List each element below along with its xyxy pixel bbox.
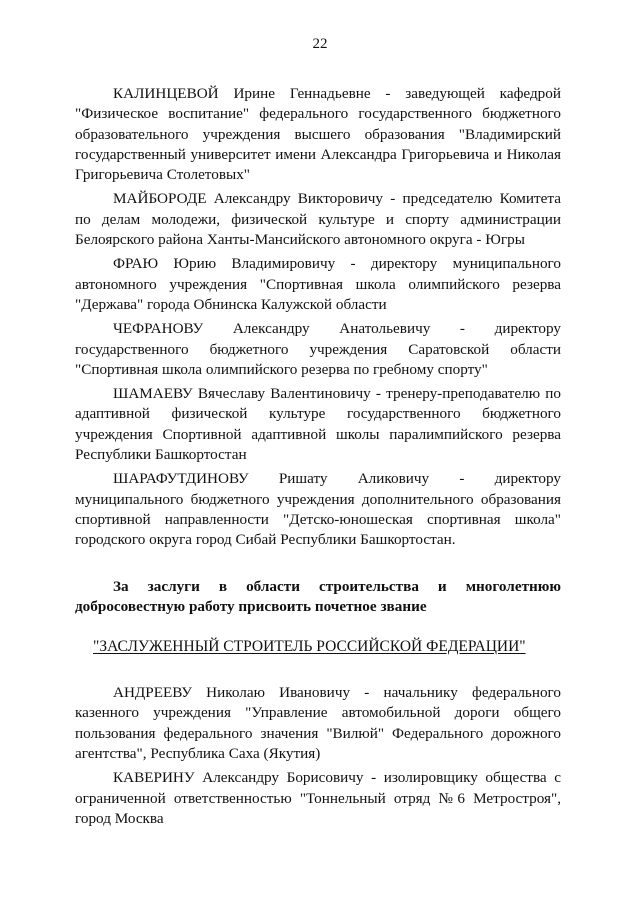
awardee-entry: АНДРЕЕВУ Николаю Ивановичу - начальнику федерального казенного учреждения "Управление автомобильной дороги общего пользования федерального значения "Вилюй" Федерального дорожного агентства", Республика Саха (Якутия) [75,684,565,763]
awardee-entry: КАВЕРИНУ Александру Борисовичу - изолировщику общества с ограниченной ответственностью "Тоннельный отряд №6 Метростроя", город Москва [75,769,565,827]
awardee-entry: ШАМАЕВУ Вячеславу Валентиновичу - тренеру-преподавателю по адаптивной физической культуре государственного бюджетного учреждения Спортивной адаптивной школы паралимпийского резерва Республики Башкортостан [75,385,565,464]
awardee-entry: КАЛИНЦЕВОЙ Ирине Геннадьевне - заведующей кафедрой "Физическое воспитание" федерального государственного бюджетного образовательного учреждения высшего образования "Владимирский государственный университет имени Александра Григорьевича и Николая Григорьевича Столетовых" [75,85,565,184]
awardee-entry: ФРАЮ Юрию Владимировичу - директору муниципального автономного учреждения "Спортивная школа олимпийского резерва "Держава" города Обнинска Калужской области [75,255,565,313]
awardee-list-top [75,84,565,551]
document-body [75,84,565,833]
awardee-entry: ШАРАФУТДИНОВУ Ришату Аликовичу - директору муниципального бюджетного учреждения дополнительного образования спортивной направленности "Детско-юношеская спортивная школа" городского округа город Сибай Республики Башкортостан. [75,470,565,549]
honorary-title: "ЗАСЛУЖЕННЫЙ СТРОИТЕЛЬ РОССИЙСКОЙ ФЕДЕРАЦИИ" [93,638,526,656]
decree-statement: За заслуги в области строительства и многолетнюю добросовестную работу присвоить почетное звание [75,577,561,615]
awardee-entry: ЧЕФРАНОВУ Александру Анатольевичу - директору государственного бюджетного учреждения Саратовской области "Спортивная школа олимпийского резерва по гребному спорту" [75,320,565,378]
awardee-list-bottom [75,683,565,829]
awardee-entry: МАЙБОРОДЕ Александру Викторовичу - председателю Комитета по делам молодежи, физической культуре и спорту администрации Белоярского района Ханты-Мансийского автономного округа - Югры [75,190,565,249]
page-number: 22 [312,36,328,52]
